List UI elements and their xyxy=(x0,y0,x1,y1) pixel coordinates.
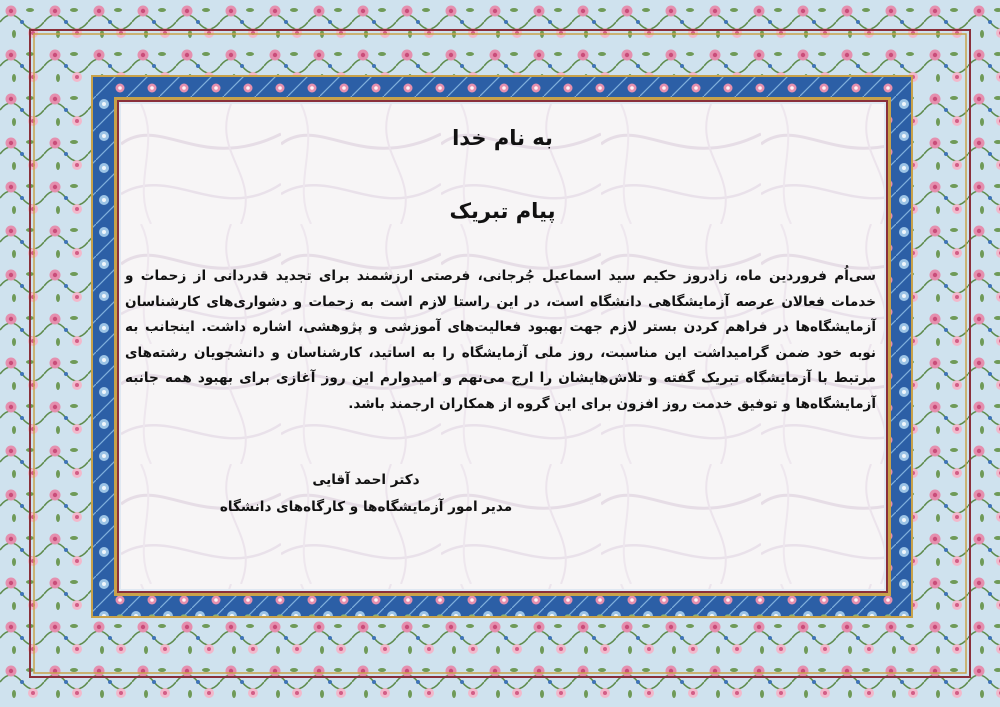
bismillah-heading: به نام خدا xyxy=(452,126,553,150)
message-body: سی‌اُم فروردین ماه، زادروز حکیم سید اسماعیل جُرجانی، فرصتی ارزشمند برای تجدید قدردانی از زحمات و خدمات فعالان عرصه آزمایشگاهی دانشگاه است، در این راستا لازم است به زحمات و دشواری‌های کارشناسان آزمایشگاه‌ها در فراهم کردن بستر لازم جهت بهبود فعالیت‌های آموزشی و پژوهشی، اشاره داشت. اینجانب به نوبه خود ضمن گرامیداشت این مناسبت، روز ملی آزمایشگاه را به اساتید، کارشناسان و دانشجویان رشته‌های مرتبط با آزمایشگاه تبریک گفته و تلاش‌هایشان را ارج می‌نهم و امیدوارم این روز آغازی برای بهبود همه جانبه آزمایشگاه‌ها و توفیق خدمت روز افزون برای این گروه از همکاران ارجمند باشد. xyxy=(125,268,876,412)
signature-block xyxy=(216,467,516,521)
signature-name: دکتر احمد آقایی xyxy=(312,472,420,488)
message-title: پیام تبریک xyxy=(449,199,556,223)
message-panel xyxy=(121,104,884,589)
message-content xyxy=(121,104,884,589)
signature-position: مدیر امور آزمایشگاه‌ها و کارگاه‌های دانشگاه xyxy=(219,499,513,515)
